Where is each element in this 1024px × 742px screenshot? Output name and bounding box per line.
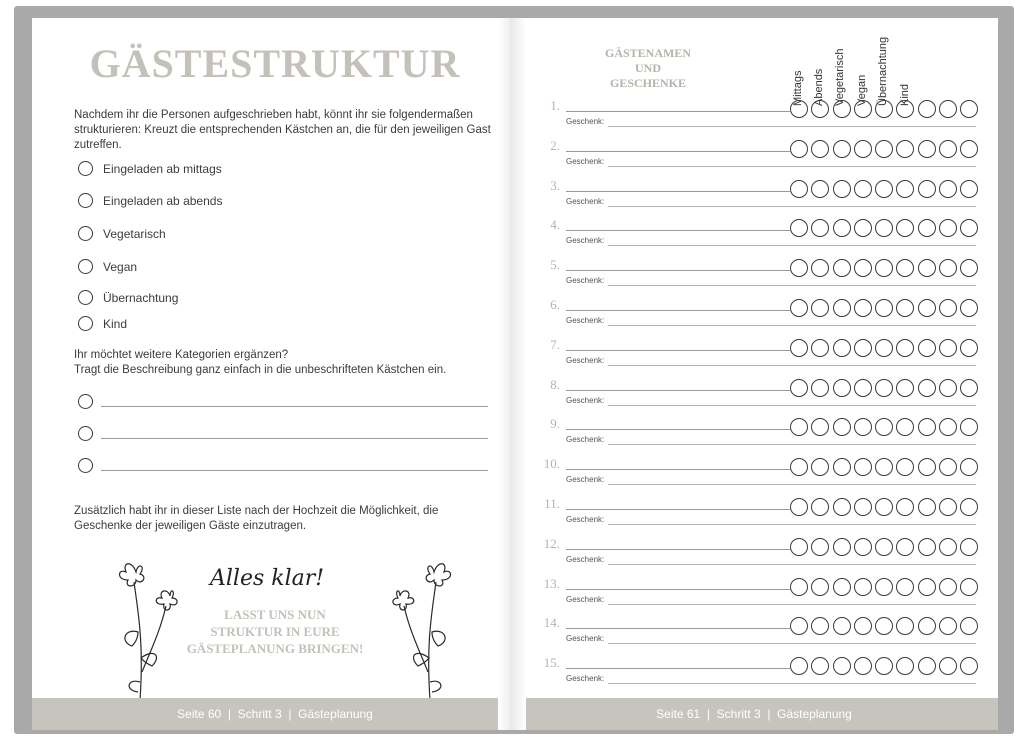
checkbox-circle-icon[interactable] — [854, 299, 872, 317]
checkbox-circle-icon[interactable] — [790, 259, 808, 277]
intro-text: Nachdem ihr die Personen aufgeschrieben habt, könnt ihr sie folgendermaßen strukturieren: Kreuzt die entsprechenden Kästchen an, die für den jeweiligen Gast zutreffen. — [74, 109, 491, 151]
checkbox-circle-icon[interactable] — [939, 538, 957, 556]
checkbox-circle-icon[interactable] — [811, 418, 829, 436]
checkbox-circle-icon[interactable] — [811, 140, 829, 158]
checkbox-circle-icon[interactable] — [960, 578, 978, 596]
page-title: GÄSTESTRUKTUR — [89, 41, 461, 86]
checkbox-circle-icon[interactable] — [811, 379, 829, 397]
checkbox-circle-icon[interactable] — [896, 259, 914, 277]
checkbox-circle-icon[interactable] — [875, 339, 893, 357]
column-header-uebernachtung: Übernachtung — [877, 36, 889, 106]
checkbox-circle-icon[interactable] — [854, 538, 872, 556]
checkbox-circle-icon[interactable] — [875, 498, 893, 516]
checkbox-circle-icon[interactable] — [939, 418, 957, 436]
checkbox-circle-icon[interactable] — [918, 418, 936, 436]
row-number: 1. — [550, 98, 560, 113]
checkbox-circle-icon[interactable] — [833, 140, 851, 158]
checkbox-circle-icon[interactable] — [811, 299, 829, 317]
checkbox-circle-icon[interactable] — [811, 259, 829, 277]
custom-category-row[interactable] — [78, 458, 488, 473]
checkbox-circle-icon[interactable] — [790, 140, 808, 158]
guest-list-header — [598, 46, 698, 91]
row-checkboxes — [790, 259, 978, 277]
header-line: GÄSTENAMEN — [604, 46, 691, 60]
checkbox-circle-icon[interactable] — [960, 100, 978, 118]
gift-label: Geschenk: — [566, 276, 605, 286]
guest-row — [510, 337, 998, 377]
checkbox-circle-icon[interactable] — [896, 100, 914, 118]
more-text-line: Tragt die Beschreibung ganz einfach in die unbeschrifteten Kästchen ein. — [74, 364, 447, 376]
checkbox-circle-icon[interactable] — [918, 379, 936, 397]
guest-row — [510, 496, 998, 536]
gift-line[interactable] — [608, 325, 976, 326]
checkbox-circle-icon[interactable] — [854, 617, 872, 635]
guest-name-line[interactable] — [566, 429, 790, 430]
row-checkboxes — [790, 180, 978, 198]
checkbox-circle-icon[interactable] — [78, 394, 93, 409]
guest-row — [510, 297, 998, 337]
gift-line[interactable] — [608, 564, 976, 565]
checkbox-circle-icon[interactable] — [78, 316, 93, 331]
checkbox-circle-icon[interactable] — [790, 379, 808, 397]
custom-category-row[interactable] — [78, 426, 488, 441]
row-checkboxes — [790, 100, 978, 118]
checkbox-circle-icon[interactable] — [811, 578, 829, 596]
guest-row — [510, 257, 998, 297]
checkbox-circle-icon[interactable] — [790, 299, 808, 317]
row-checkboxes — [790, 458, 978, 476]
checkbox-circle-icon[interactable] — [896, 617, 914, 635]
row-number: 4. — [550, 217, 560, 233]
row-checkboxes — [790, 538, 978, 556]
option-vegetarisch[interactable] — [78, 226, 166, 241]
book — [14, 6, 1014, 734]
row-number: 10. — [543, 456, 560, 472]
checkbox-circle-icon[interactable] — [833, 578, 851, 596]
option-label: Eingeladen ab mittags — [103, 161, 222, 176]
gift-line[interactable] — [608, 126, 976, 127]
footer-text: Seite 61 | Schritt 3 | Gästeplanung — [656, 707, 852, 721]
gift-label: Geschenk: — [566, 316, 605, 325]
gift-line[interactable] — [608, 365, 976, 366]
checkbox-circle-icon[interactable] — [960, 379, 978, 397]
flower-right-icon — [384, 552, 456, 702]
column-header-mittags: Mittags — [792, 70, 804, 106]
checkbox-circle-icon[interactable] — [896, 299, 914, 317]
checkbox-circle-icon[interactable] — [960, 299, 978, 317]
gift-line[interactable] — [608, 285, 976, 286]
checkbox-circle-icon[interactable] — [833, 538, 851, 556]
gift-label: Geschenk: — [566, 475, 605, 485]
checkbox-circle-icon[interactable] — [790, 100, 808, 118]
checkbox-circle-icon[interactable] — [875, 617, 893, 635]
checkbox-circle-icon[interactable] — [833, 498, 851, 516]
checkbox-circle-icon[interactable] — [918, 219, 936, 237]
checkbox-circle-icon[interactable] — [939, 617, 957, 635]
checkbox-circle-icon[interactable] — [896, 140, 914, 158]
blank-line[interactable] — [101, 406, 488, 407]
checkbox-circle-icon[interactable] — [78, 458, 93, 473]
checkbox-circle-icon[interactable] — [896, 219, 914, 237]
option-vegan[interactable] — [78, 259, 137, 274]
checkbox-circle-icon[interactable] — [833, 458, 851, 476]
checkbox-circle-icon[interactable] — [896, 379, 914, 397]
checkbox-circle-icon[interactable] — [78, 161, 93, 176]
checkbox-circle-icon[interactable] — [918, 578, 936, 596]
guest-row — [510, 576, 998, 616]
checkbox-circle-icon[interactable] — [939, 299, 957, 317]
checkbox-circle-icon[interactable] — [790, 339, 808, 357]
checkbox-circle-icon[interactable] — [939, 259, 957, 277]
checkbox-circle-icon[interactable] — [875, 578, 893, 596]
checkbox-circle-icon[interactable] — [833, 299, 851, 317]
checkbox-circle-icon[interactable] — [960, 418, 978, 436]
checkbox-circle-icon[interactable] — [918, 498, 936, 516]
checkbox-circle-icon[interactable] — [811, 657, 829, 675]
option-uebernachtung[interactable] — [78, 290, 178, 305]
checkbox-circle-icon[interactable] — [875, 538, 893, 556]
row-number: 9. — [550, 416, 560, 432]
checkbox-circle-icon[interactable] — [854, 418, 872, 436]
header-line: GESCHENKE — [609, 76, 687, 90]
blank-line[interactable] — [101, 438, 488, 439]
checkbox-circle-icon[interactable] — [790, 219, 808, 237]
gift-label: Geschenk: — [566, 156, 605, 166]
checkbox-circle-icon[interactable] — [854, 458, 872, 476]
gift-line[interactable] — [608, 484, 976, 485]
checkbox-circle-icon[interactable] — [960, 339, 978, 357]
checkbox-circle-icon[interactable] — [896, 498, 914, 516]
checkbox-circle-icon[interactable] — [939, 219, 957, 237]
gift-text: Zusätzlich habt ihr in dieser Liste nach der Hochzeit die Möglichkeit, die Geschenke der jeweiligen Gäste einzutragen. — [74, 505, 439, 532]
gift-label: Geschenk: — [566, 355, 605, 365]
row-number: 2. — [550, 137, 560, 153]
option-abends[interactable] — [78, 193, 222, 208]
row-checkboxes — [790, 498, 978, 516]
row-number: 7. — [550, 336, 560, 352]
flower-left-icon — [114, 552, 186, 702]
checkbox-circle-icon[interactable] — [918, 180, 936, 198]
row-checkboxes — [790, 657, 978, 675]
checkbox-circle-icon[interactable] — [790, 180, 808, 198]
row-number: 13. — [543, 575, 560, 591]
gift-label: Geschenk: — [566, 594, 605, 604]
guest-row — [510, 456, 998, 496]
gift-line[interactable] — [608, 245, 976, 246]
guest-name-line[interactable] — [566, 589, 790, 590]
checkbox-circle-icon[interactable] — [875, 219, 893, 237]
checkbox-circle-icon[interactable] — [875, 418, 893, 436]
checkbox-circle-icon[interactable] — [790, 617, 808, 635]
checkbox-circle-icon[interactable] — [960, 458, 978, 476]
gift-line[interactable] — [608, 206, 976, 207]
checkbox-circle-icon[interactable] — [896, 339, 914, 357]
checkbox-circle-icon[interactable] — [833, 617, 851, 635]
row-checkboxes — [790, 339, 978, 357]
checkbox-circle-icon[interactable] — [811, 219, 829, 237]
checkbox-circle-icon[interactable] — [896, 657, 914, 675]
checkbox-circle-icon[interactable] — [875, 140, 893, 158]
gift-label: Geschenk: — [566, 554, 605, 564]
slogan-line: STRUKTUR IN EURE — [210, 624, 340, 639]
checkbox-circle-icon[interactable] — [833, 339, 851, 357]
guest-name-line[interactable] — [566, 151, 790, 152]
footer-text: Seite 60 | Schritt 3 | Gästeplanung — [177, 707, 373, 721]
row-checkboxes — [790, 219, 978, 237]
option-mittags[interactable] — [78, 161, 222, 176]
row-checkboxes — [790, 140, 978, 158]
checkbox-circle-icon[interactable] — [833, 259, 851, 277]
checkbox-circle-icon[interactable] — [811, 458, 829, 476]
checkbox-circle-icon[interactable] — [854, 180, 872, 198]
right-page — [510, 18, 998, 730]
checkbox-circle-icon[interactable] — [896, 180, 914, 198]
checkbox-circle-icon[interactable] — [875, 379, 893, 397]
guest-name-line[interactable] — [566, 390, 790, 391]
checkbox-circle-icon[interactable] — [939, 339, 957, 357]
left-page — [32, 18, 518, 730]
row-number: 6. — [550, 297, 560, 312]
book-spine-right — [510, 18, 526, 730]
row-number: 3. — [550, 177, 560, 193]
gift-line[interactable] — [608, 524, 976, 525]
checkbox-circle-icon[interactable] — [896, 538, 914, 556]
checkbox-circle-icon[interactable] — [918, 538, 936, 556]
checkbox-circle-icon[interactable] — [854, 379, 872, 397]
checkbox-circle-icon[interactable] — [854, 100, 872, 118]
checkbox-circle-icon[interactable] — [790, 578, 808, 596]
checkbox-circle-icon[interactable] — [896, 458, 914, 476]
column-header-kind: Kind — [899, 83, 911, 106]
guest-name-line[interactable] — [566, 310, 790, 311]
checkbox-circle-icon[interactable] — [939, 180, 957, 198]
checkbox-circle-icon[interactable] — [960, 180, 978, 198]
slogan-line: GÄSTEPLANUNG BRINGEN! — [186, 641, 364, 656]
row-checkboxes — [790, 299, 978, 317]
checkbox-circle-icon[interactable] — [811, 538, 829, 556]
row-number: 8. — [550, 376, 560, 392]
option-label: Übernachtung — [103, 290, 179, 305]
checkbox-circle-icon[interactable] — [918, 299, 936, 317]
checkbox-circle-icon[interactable] — [960, 498, 978, 516]
gift-line[interactable] — [608, 444, 976, 445]
checkbox-circle-icon[interactable] — [918, 100, 936, 118]
checkbox-circle-icon[interactable] — [939, 458, 957, 476]
gift-line[interactable] — [608, 643, 976, 644]
checkbox-circle-icon[interactable] — [811, 617, 829, 635]
checkbox-circle-icon[interactable] — [78, 290, 93, 305]
checkbox-circle-icon[interactable] — [896, 418, 914, 436]
checkbox-circle-icon[interactable] — [833, 379, 851, 397]
checkbox-circle-icon[interactable] — [811, 180, 829, 198]
checkbox-circle-icon[interactable] — [960, 617, 978, 635]
column-header-abends: Abends — [813, 68, 825, 106]
guest-row — [510, 138, 998, 178]
checkbox-circle-icon[interactable] — [78, 259, 93, 274]
row-number: 12. — [543, 535, 560, 551]
header-line: UND — [635, 61, 661, 75]
checkbox-circle-icon[interactable] — [854, 498, 872, 516]
checkbox-circle-icon[interactable] — [833, 418, 851, 436]
checkbox-circle-icon[interactable] — [790, 498, 808, 516]
checkbox-circle-icon[interactable] — [854, 140, 872, 158]
checkbox-circle-icon[interactable] — [790, 657, 808, 675]
option-label: Vegetarisch — [103, 226, 166, 241]
guest-name-line[interactable] — [566, 509, 790, 510]
guest-name-line[interactable] — [566, 549, 790, 550]
page-footer — [32, 698, 518, 730]
checkbox-circle-icon[interactable] — [875, 299, 893, 317]
guest-row — [510, 655, 998, 695]
gift-label: Geschenk: — [566, 395, 605, 405]
checkbox-circle-icon[interactable] — [875, 657, 893, 675]
gift-label: Geschenk: — [566, 117, 605, 126]
row-number: 14. — [543, 615, 560, 631]
checkbox-circle-icon[interactable] — [875, 259, 893, 277]
custom-category-row[interactable] — [78, 394, 488, 409]
checkbox-circle-icon[interactable] — [854, 219, 872, 237]
checkbox-circle-icon[interactable] — [875, 180, 893, 198]
row-checkboxes — [790, 617, 978, 635]
row-checkboxes — [790, 578, 978, 596]
gift-line[interactable] — [608, 166, 976, 167]
checkbox-circle-icon[interactable] — [875, 100, 893, 118]
checkbox-circle-icon[interactable] — [875, 458, 893, 476]
gift-line[interactable] — [608, 683, 976, 684]
checkbox-circle-icon[interactable] — [833, 657, 851, 675]
checkbox-circle-icon[interactable] — [918, 617, 936, 635]
checkbox-circle-icon[interactable] — [854, 657, 872, 675]
slogan-script: Alles klar! — [210, 566, 325, 591]
checkbox-circle-icon[interactable] — [960, 259, 978, 277]
checkbox-circle-icon[interactable] — [811, 339, 829, 357]
checkbox-circle-icon[interactable] — [939, 578, 957, 596]
gift-line[interactable] — [608, 604, 976, 605]
gift-line[interactable] — [608, 405, 976, 406]
row-number: 11. — [544, 496, 560, 511]
checkbox-circle-icon[interactable] — [939, 379, 957, 397]
checkbox-circle-icon[interactable] — [78, 226, 93, 241]
option-label: Kind — [103, 316, 128, 331]
checkbox-circle-icon[interactable] — [918, 657, 936, 675]
row-checkboxes — [790, 418, 978, 436]
guest-row — [510, 98, 998, 138]
option-label: Vegan — [103, 259, 138, 274]
checkbox-circle-icon[interactable] — [960, 538, 978, 556]
checkbox-circle-icon[interactable] — [790, 418, 808, 436]
checkbox-circle-icon[interactable] — [939, 498, 957, 516]
gift-label: Geschenk: — [566, 634, 605, 644]
checkbox-circle-icon[interactable] — [896, 578, 914, 596]
checkbox-circle-icon[interactable] — [960, 657, 978, 675]
checkbox-circle-icon[interactable] — [790, 538, 808, 556]
checkbox-circle-icon[interactable] — [939, 100, 957, 118]
gift-label: Geschenk: — [566, 674, 605, 684]
guest-row — [510, 377, 998, 417]
checkbox-circle-icon[interactable] — [854, 578, 872, 596]
checkbox-circle-icon[interactable] — [833, 180, 851, 198]
checkbox-circle-icon[interactable] — [918, 458, 936, 476]
checkbox-circle-icon[interactable] — [918, 259, 936, 277]
checkbox-circle-icon[interactable] — [811, 498, 829, 516]
guest-row — [510, 416, 998, 456]
guest-name-line[interactable] — [566, 270, 790, 271]
checkbox-circle-icon[interactable] — [854, 339, 872, 357]
row-number: 5. — [550, 257, 560, 273]
row-number: 15. — [543, 655, 560, 671]
checkbox-circle-icon[interactable] — [939, 657, 957, 675]
option-label: Eingeladen ab abends — [103, 193, 223, 208]
more-text-line: Ihr möchtet weitere Kategorien ergänzen? — [74, 349, 289, 361]
gift-label: Geschenk: — [566, 435, 605, 445]
checkbox-circle-icon[interactable] — [78, 193, 93, 208]
blank-line[interactable] — [101, 470, 488, 471]
gift-label: Geschenk: — [566, 515, 605, 524]
guest-name-line[interactable] — [566, 668, 790, 669]
guest-name-line[interactable] — [566, 469, 790, 470]
checkbox-circle-icon[interactable] — [78, 426, 93, 441]
more-categories-text — [74, 348, 492, 378]
page-footer — [510, 698, 998, 730]
checkbox-circle-icon[interactable] — [833, 100, 851, 118]
guest-name-line[interactable] — [566, 628, 790, 629]
guest-name-line[interactable] — [566, 191, 790, 192]
row-checkboxes — [790, 379, 978, 397]
option-kind[interactable] — [78, 316, 127, 331]
guest-name-line[interactable] — [566, 230, 790, 231]
guest-name-line[interactable] — [566, 111, 790, 112]
guest-row — [510, 536, 998, 576]
checkbox-circle-icon[interactable] — [790, 458, 808, 476]
checkbox-circle-icon[interactable] — [960, 140, 978, 158]
column-header-vegetarisch: Vegetarisch — [834, 48, 846, 106]
checkbox-circle-icon[interactable] — [833, 219, 851, 237]
gift-label: Geschenk: — [566, 236, 605, 246]
guest-name-line[interactable] — [566, 350, 790, 351]
guest-row — [510, 178, 998, 218]
checkbox-circle-icon[interactable] — [811, 100, 829, 118]
checkbox-circle-icon[interactable] — [960, 219, 978, 237]
checkbox-circle-icon[interactable] — [939, 140, 957, 158]
column-header-vegan: Vegan — [856, 74, 868, 106]
guest-row — [510, 615, 998, 655]
gift-label: Geschenk: — [566, 196, 605, 206]
slogan — [180, 606, 370, 657]
checkbox-circle-icon[interactable] — [854, 259, 872, 277]
guest-row — [510, 217, 998, 257]
slogan-line: LASST UNS NUN — [224, 607, 326, 622]
checkbox-circle-icon[interactable] — [918, 339, 936, 357]
checkbox-circle-icon[interactable] — [918, 140, 936, 158]
